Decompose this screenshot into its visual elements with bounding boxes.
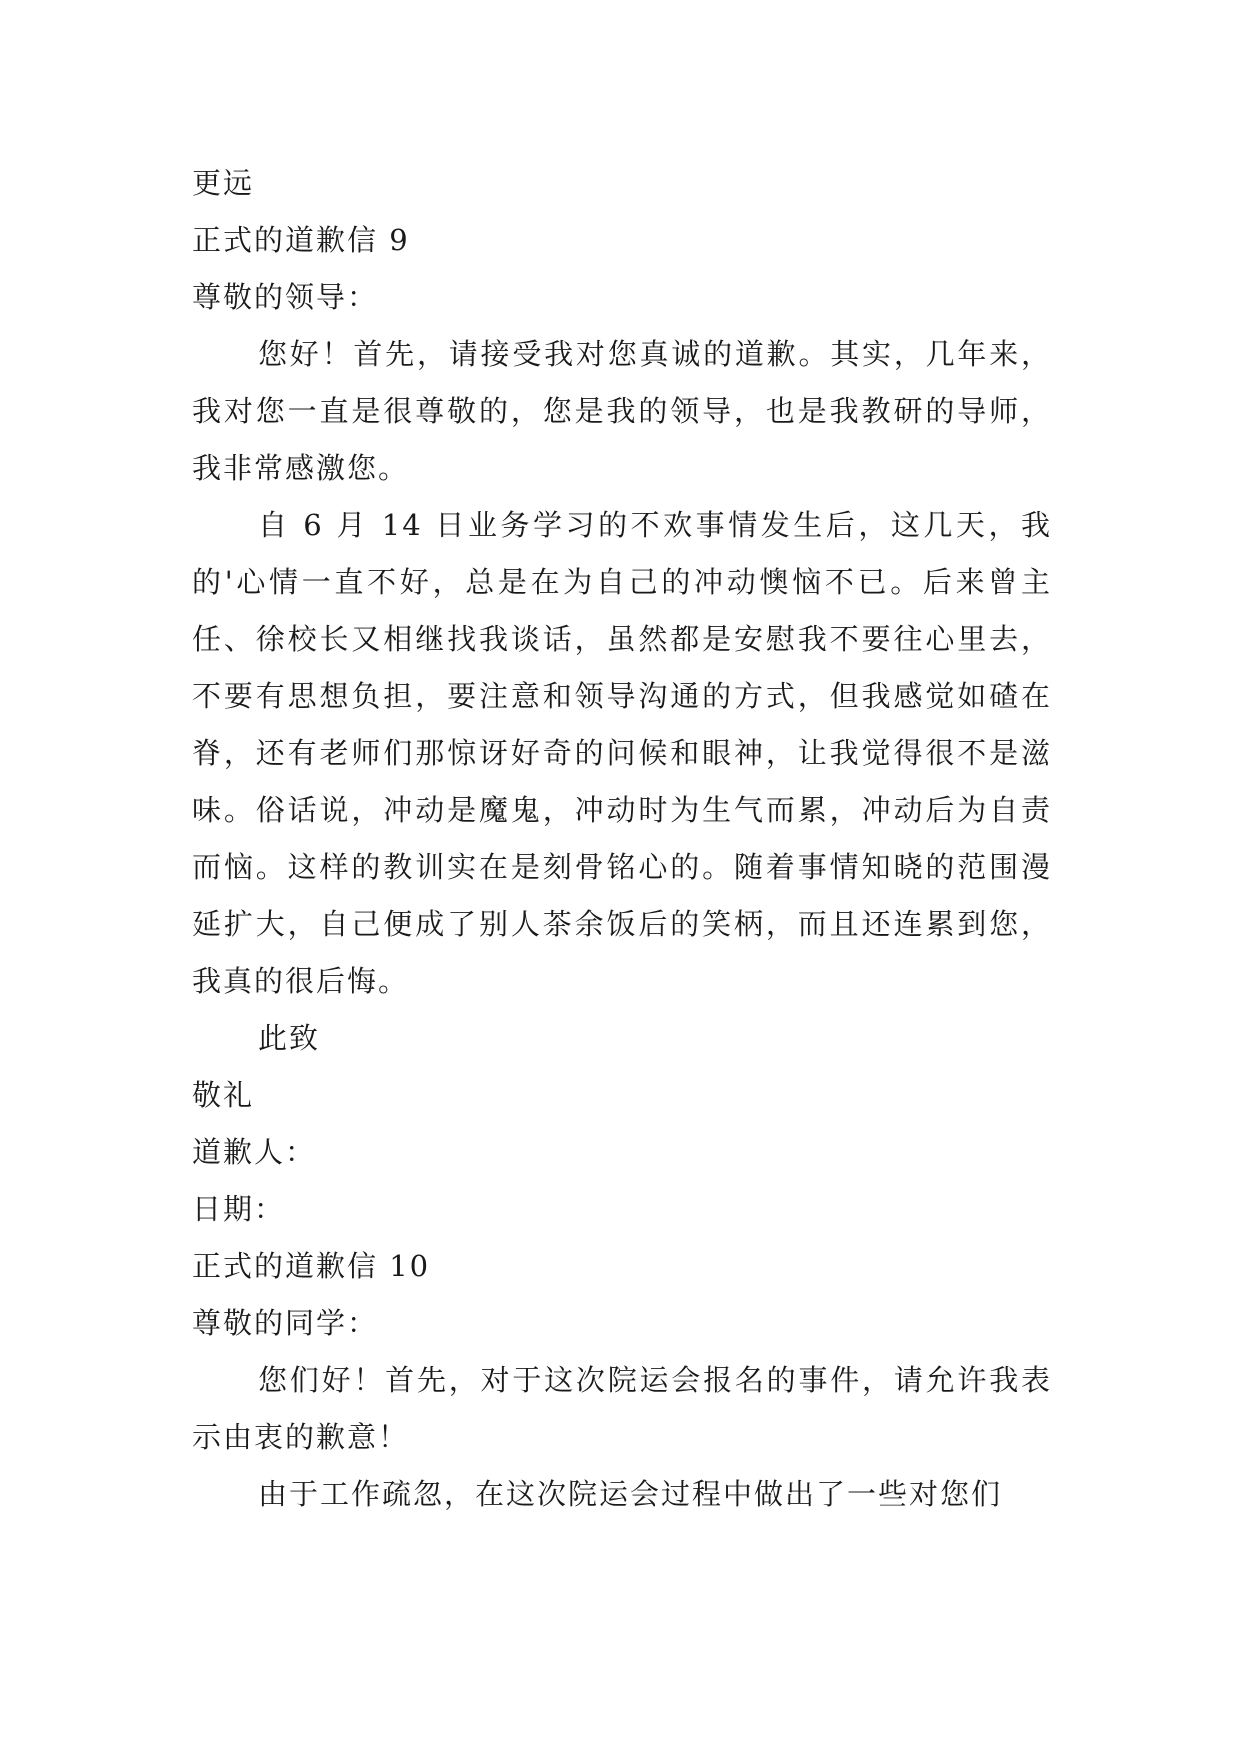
letter-9-signer: 道歉人： <box>192 1135 317 1169</box>
letter-10-paragraph-2: 由于工作疏忽，在这次院运会过程中做出了一些对您们 <box>258 1477 1003 1511</box>
letter-9-paragraph-2: 自 6 月 14 日业务学习的不欢事情发生后，这几天，我的'心情一直不好，总是在为自己的冲动懊恼不已。后来曾主任、徐校长又相继找我谈话，虽然都是安慰我不要往心里去，不要有思想负担，要注意和领导沟通的方式，但我感觉如碴在脊，还有老师们那惊讶好奇的问候和眼神，让我觉得很不是滋味。俗话说，冲动是魔鬼，冲动时为生气而累，冲动后为自责而恼。这样的教训实在是刻骨铭心的。随着事情知晓的范围漫延扩大，自己便成了别人茶余饭后的笑柄，而且还连累到您，我真的很后悔。 <box>192 508 1052 998</box>
letter-9-closing: 此致 <box>258 1021 321 1055</box>
letter-9-regards: 敬礼 <box>192 1078 255 1112</box>
letter-10-salutation: 尊敬的同学： <box>192 1306 379 1340</box>
letter-9-salutation: 尊敬的领导： <box>192 280 379 314</box>
document-body <box>192 155 1052 1523</box>
letter-9-title: 正式的道歉信 9 <box>192 223 410 257</box>
letter-9-paragraph-1: 您好！首先，请接受我对您真诚的道歉。其实，几年来，我对您一直是很尊敬的，您是我的领导，也是我教研的导师，我非常感激您。 <box>192 337 1052 485</box>
letter-10-title: 正式的道歉信 10 <box>192 1249 431 1283</box>
letter-10-paragraph-1: 您们好！首先，对于这次院运会报名的事件，请允许我表示由衷的歉意！ <box>192 1363 1052 1454</box>
letter-9-date: 日期： <box>192 1192 286 1226</box>
fragment-text: 更远 <box>192 166 255 200</box>
